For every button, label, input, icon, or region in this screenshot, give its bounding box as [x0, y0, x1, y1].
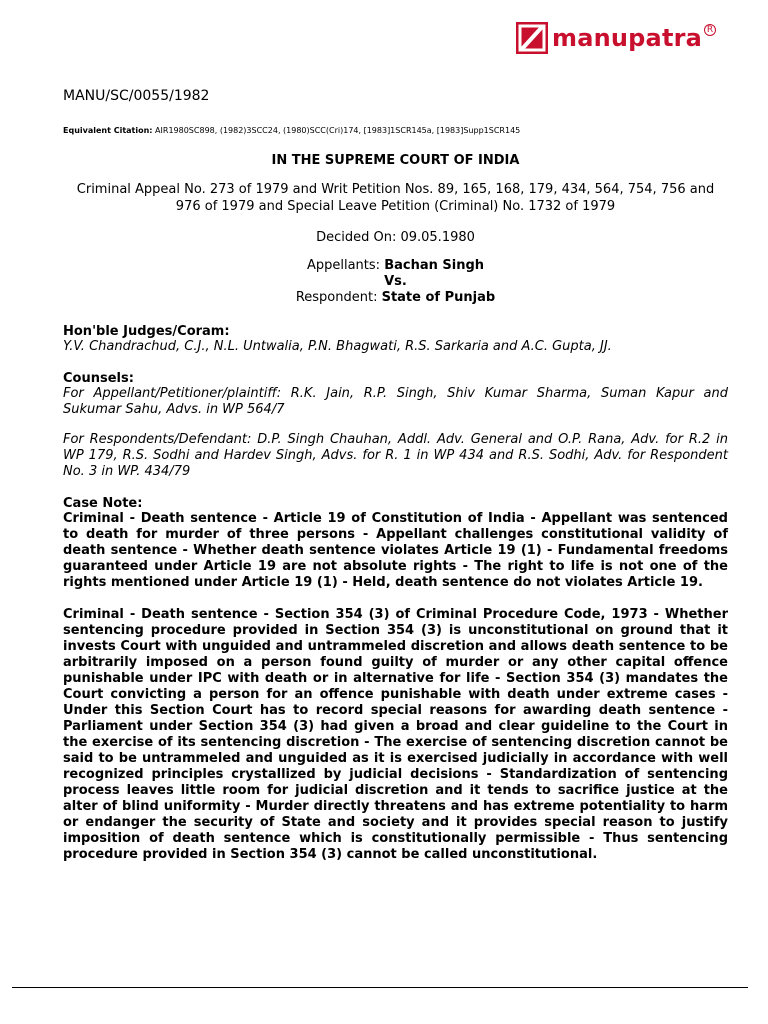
- appeal-details: Criminal Appeal No. 273 of 1979 and Writ Petition Nos. 89, 165, 168, 179, 434, 564, 754, 756 and 976 of 1979 and Special Leave Petition (Criminal) No. 1732 of 1979: [76, 182, 715, 214]
- registered-mark: R: [704, 24, 716, 36]
- counsels-heading: Counsels:: [63, 371, 134, 386]
- equivalent-citation-value: AIR1980SC898, (1982)3SCC24, (1980)SCC(Cri)174, [1983]1SCR145a, [1983]Supp1SCR145: [152, 126, 521, 135]
- judges-heading: Hon'ble Judges/Coram:: [63, 324, 230, 339]
- court-title: IN THE SUPREME COURT OF INDIA: [271, 153, 520, 168]
- footer-divider: [12, 987, 748, 988]
- appellant-name: Bachan Singh: [384, 258, 485, 273]
- appellants-label: Appellants:: [306, 258, 385, 273]
- manupatra-logo-icon: [516, 22, 548, 54]
- appellants-line: [63, 258, 728, 274]
- case-note-para-1: Criminal - Death sentence - Article 19 of Constitution of India - Appellant was sentenced to death for murder of three persons - Appellant challenges constitutional validity of death sentence - Whether death sentence violates Article 19 (1) - Fundamental freedoms guaranteed under Article 19 are not absolute rights - The right to life is not one of the rights mentioned under Article 19 (1) - Held, death sentence do not violates Article 19.: [63, 511, 728, 590]
- counsel-appellant: For Appellant/Petitioner/plaintiff: R.K. Jain, R.P. Singh, Shiv Kumar Sharma, Suman Kapur and Sukumar Sahu, Advs. in WP 564/7: [63, 386, 728, 417]
- document-body: [63, 88, 728, 863]
- versus: Vs.: [384, 274, 407, 289]
- citation-id: MANU/SC/0055/1982: [63, 88, 210, 104]
- manupatra-logo: [516, 22, 714, 54]
- respondent-label: Respondent:: [295, 290, 382, 305]
- equivalent-citation: [63, 126, 728, 135]
- decided-date: Decided On: 09.05.1980: [316, 230, 475, 245]
- equivalent-citation-label: Equivalent Citation:: [63, 126, 153, 135]
- logo-text: manupatra: [552, 24, 703, 52]
- respondent-line: [63, 290, 728, 306]
- case-note-heading: Case Note:: [63, 496, 143, 511]
- counsel-respondent: For Respondents/Defendant: D.P. Singh Chauhan, Addl. Adv. General and O.P. Rana, Adv. for R.2 in WP 179, R.S. Sodhi and Hardev Singh, Advs. for R. 1 in WP 434 and R.S. Sodhi, Adv. for Respondent No. 3 in WP. 434/79: [63, 432, 728, 479]
- parties: [63, 258, 728, 306]
- respondent-name: State of Punjab: [381, 290, 496, 305]
- case-note-para-2: Criminal - Death sentence - Section 354 (3) of Criminal Procedure Code, 1973 - Whether sentencing procedure provided in Section 354 (3) is unconstitutional on ground that it invests Court with unguided and untrammeled discretion and allows death sentence to be arbitrarily imposed on a person found guilty of murder or any other capital offence punishable under IPC with death or in alternative for life - Section 354 (3) mandates the Court convicting a person for an offence punishable with death under extreme cases - Under this Section Court has to record special reasons for awarding death sentence - Parliament under Section 354 (3) had given a broad and clear guideline to the Court in the exercise of its sentencing discretion - The exercise of sentencing discretion cannot be said to be untrammeled and unguided as it is exercised judicially in accordance with well recognized principles crystallized by judicial decisions - Standardization of sentencing process leaves little room for judicial discretion and it tends to sacrifice justice at the alter of blind uniformity - Murder directly threatens and has extreme potentiality to harm or endanger the security of State and society and it provides special reason to justify imposition of death sentence which is constitutionally permissible - Thus sentencing procedure provided in Section 354 (3) cannot be called unconstitutional.: [63, 607, 728, 862]
- judges-names: Y.V. Chandrachud, C.J., N.L. Untwalia, P.N. Bhagwati, R.S. Sarkaria and A.C. Gupta, JJ.: [63, 339, 612, 354]
